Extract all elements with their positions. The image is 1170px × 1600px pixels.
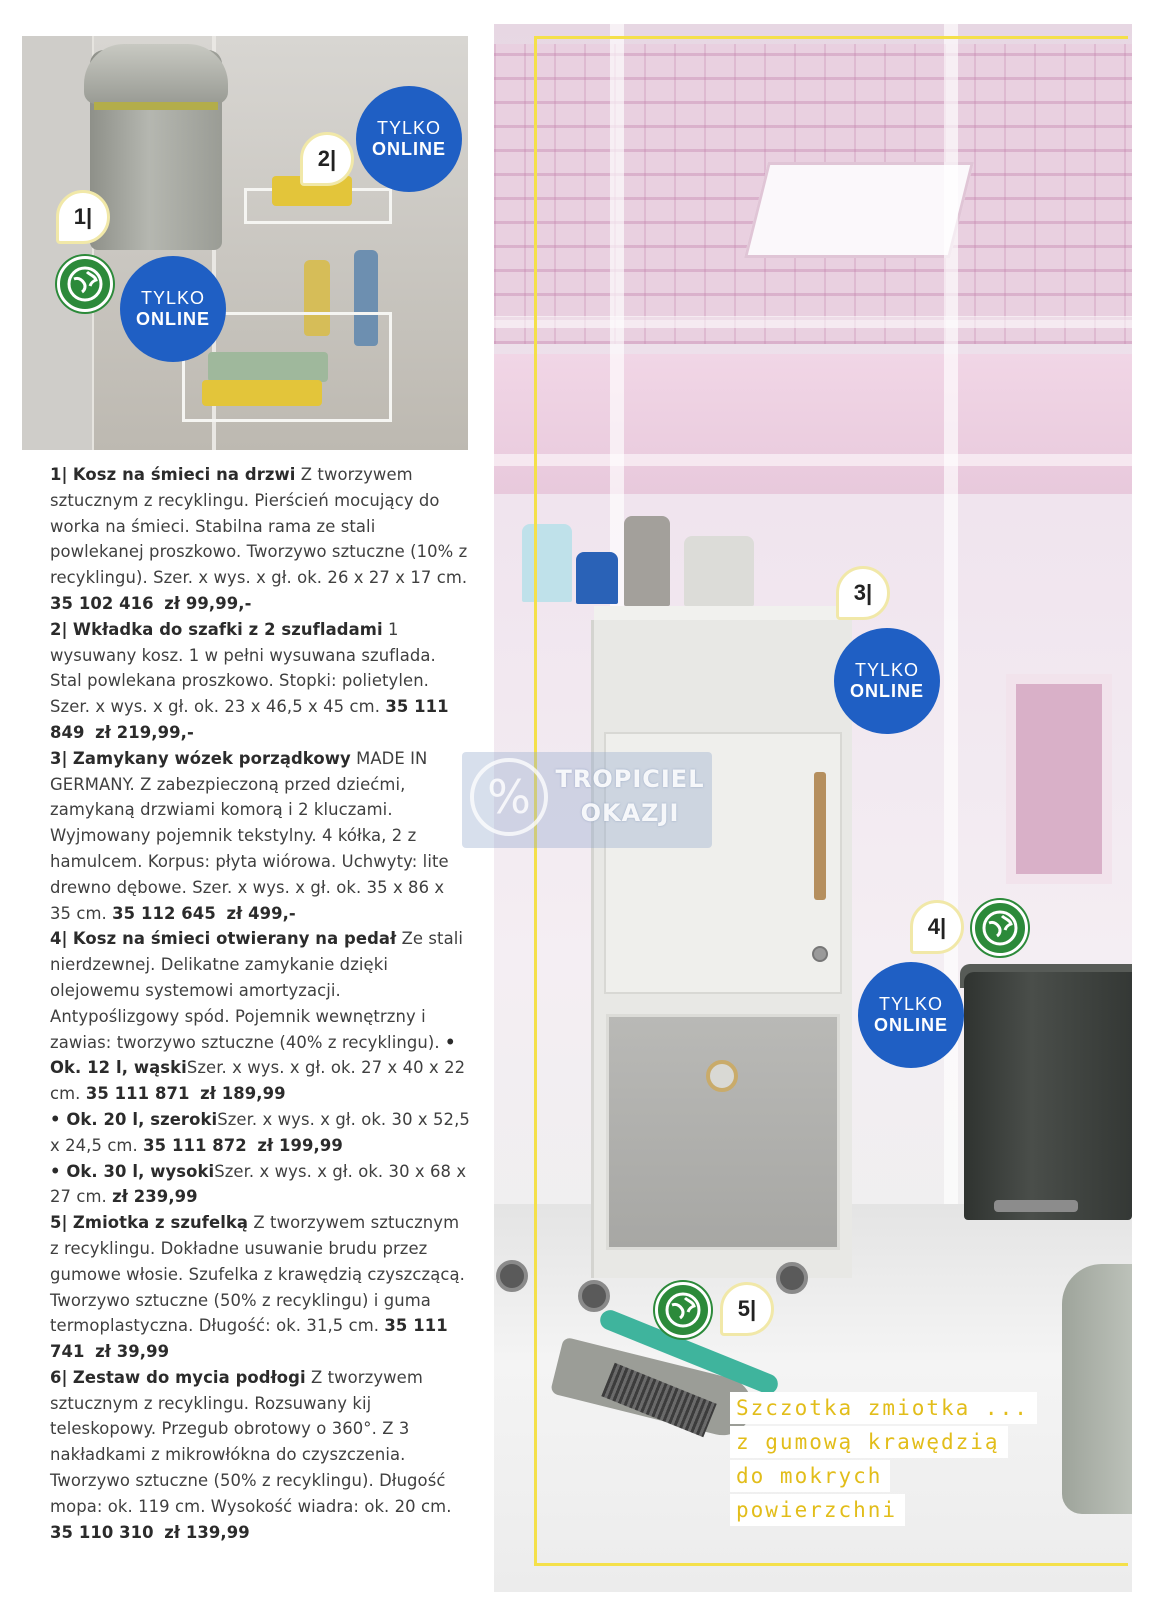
product-2-number: 2| xyxy=(50,619,68,639)
product-3-number: 3| xyxy=(50,748,68,768)
wheel xyxy=(496,1260,528,1292)
globe-leaf-icon xyxy=(972,900,1028,956)
product-4-variant-2-label: • Ok. 20 l, szeroki xyxy=(50,1109,218,1129)
marker-2: 2| xyxy=(300,132,354,186)
product-4-desc: Ze stali nierdzewnej. Delikatne zamykanie dzięki olejowemu systemowi amortyzacji. Antypoślizgowy spód. Pojemnik wewnętrzny i zawias: tworzywo sztuczne (40% z recyklingu). xyxy=(50,929,464,1052)
product-6 xyxy=(50,1365,470,1546)
caption-line-3: do mokrych xyxy=(730,1460,890,1492)
product-5-code: 35 111 741 xyxy=(50,1316,448,1362)
product-6-code: 35 110 310 xyxy=(50,1522,154,1542)
online-only-badge xyxy=(834,628,940,734)
online-badge-line2: ONLINE xyxy=(849,681,924,701)
product-3-name: Zamykany wózek porządkowy xyxy=(72,748,351,768)
online-only-badge xyxy=(858,962,964,1068)
product-4-variant-3-label: • Ok. 30 l, wysoki xyxy=(50,1161,215,1181)
product-3 xyxy=(50,746,470,927)
product-5-price: zł 39,99 xyxy=(95,1342,170,1362)
product-2-name: Wkładka do szafki z 2 szufladami xyxy=(72,619,383,639)
door-bin-lid xyxy=(84,44,228,104)
product-3-desc: MADE IN GERMANY. Z zabezpieczoną przed dziećmi, zamykaną drzwiami komorą i 2 kluczami. Wyjmowany pojemnik tekstylny. 4 kółka, 2 z hamulcem. Korpus: płyta wiórowa. Uchwyty: lite drewno dębowe. Szer. x wys. x gł. ok. 35 x 86 x 35 cm. xyxy=(50,748,449,923)
product-4 xyxy=(50,926,470,1210)
online-badge-line1: TYLKO xyxy=(854,660,920,680)
marker-5: 5| xyxy=(720,1282,774,1336)
product-4-variant-1-label: • Ok. 12 l, wąski xyxy=(50,1032,456,1078)
product-4-name: Kosz na śmieci otwierany na pedał xyxy=(72,929,397,949)
product-4-variant-2-code: 35 111 872 xyxy=(143,1135,247,1155)
online-badge-line2: ONLINE xyxy=(873,1015,948,1035)
product-descriptions xyxy=(50,462,470,1545)
product-6-number: 6| xyxy=(50,1367,68,1387)
product-6-name: Zestaw do mycia podłogi xyxy=(72,1367,306,1387)
online-badge-line1: TYLKO xyxy=(376,118,442,138)
product-3-code: 35 112 645 xyxy=(112,903,216,923)
cloth xyxy=(202,380,322,406)
watermark-text xyxy=(550,762,710,830)
marker-1: 1| xyxy=(56,190,110,244)
caption-line-1: Szczotka zmiotka ... xyxy=(730,1392,1037,1424)
product-4-variant-3-desc: Szer. x wys. x gł. ok. 30 x 68 x 27 cm. xyxy=(50,1161,467,1207)
product-4-number: 4| xyxy=(50,929,68,949)
globe-leaf-icon xyxy=(655,1282,711,1338)
product-2-desc: 1 wysuwany kosz. 1 w pełni wysuwana szuflada. Stal powlekana proszkowo. Stopki: polietylen. Szer. x wys. x gł. ok. 23 x 46,5 x 45 cm. xyxy=(50,619,436,717)
product-5-number: 5| xyxy=(50,1213,68,1233)
product-2-price: zł 219,99,- xyxy=(95,722,194,742)
caption-line-2: z gumową krawędzią xyxy=(730,1426,1008,1458)
percent-icon: % xyxy=(470,758,548,836)
product-5-name: Zmiotka z szufelką xyxy=(72,1213,249,1233)
caption-line-4: powierzchni xyxy=(730,1494,905,1526)
cloth xyxy=(208,352,328,382)
product-2-code: 35 111 849 xyxy=(50,697,449,742)
product-1-price: zł 99,99,- xyxy=(164,593,252,613)
online-only-badge xyxy=(120,256,226,362)
online-only-badge xyxy=(356,86,462,192)
online-badge-line2: ONLINE xyxy=(135,309,210,329)
product-1-name: Kosz na śmieci na drzwi xyxy=(72,465,296,484)
product-6-price: zł 139,99 xyxy=(164,1522,250,1542)
product-1-desc: Z tworzywem sztucznym z recyklingu. Pierścień mocujący do worka na śmieci. Stabilna rama ze stali powlekanej proszkowo. Tworzywo sztuczne (10% z recyklingu). Szer. x wys. x gł. ok. 26 x 27 x 17 cm. xyxy=(50,465,468,588)
door-bin-ring xyxy=(94,102,218,110)
product-4-variant-2-price: zł 199,99 xyxy=(257,1135,343,1155)
product-2 xyxy=(50,617,470,746)
product-4-variant-1-price: zł 189,99 xyxy=(200,1084,286,1104)
product-3-price: zł 499,- xyxy=(226,903,296,923)
globe-leaf-icon xyxy=(57,256,113,312)
marker-3: 3| xyxy=(836,566,890,620)
online-badge-line1: TYLKO xyxy=(140,288,206,308)
product-4-variant-3-price: zł 239,99 xyxy=(112,1187,198,1207)
product-6-desc: Z tworzywem sztucznym z recyklingu. Rozsuwany kij teleskopowy. Przegub obrotowy o 360°. Z 3 nakładkami z mikrowłókna do czyszczenia. Tworzywo sztuczne (50% z recyklingu). Długość mopa: ok. 119 cm. Wysokość wiadra: ok. 20 cm. xyxy=(50,1367,452,1516)
watermark-line2: OKAZJI xyxy=(580,799,680,827)
product-1-number: 1| xyxy=(50,465,68,484)
online-badge-line1: TYLKO xyxy=(878,994,944,1014)
product-1-code: 35 102 416 xyxy=(50,593,154,613)
watermark xyxy=(462,752,712,848)
product-5-desc: Z tworzywem sztucznym z recyklingu. Dokładne usuwanie brudu przez gumowe włosie. Szufelka z krawędzią czyszczącą. Tworzywo sztuczne (50% z recyklingu) i guma termoplastyczna. Długość: ok. 31,5 cm. xyxy=(50,1213,465,1336)
product-5 xyxy=(50,1210,470,1365)
product-4-variant-2-desc: Szer. x wys. x gł. ok. 30 x 52,5 x 24,5 cm. xyxy=(50,1109,470,1155)
marker-4: 4| xyxy=(910,900,964,954)
watermark-line1: TROPICIEL xyxy=(555,765,705,793)
product-4-variant-1-desc: Szer. x wys. x gł. ok. 27 x 40 x 22 cm. xyxy=(50,1058,466,1104)
online-badge-line2: ONLINE xyxy=(371,139,446,159)
product-1 xyxy=(50,462,470,617)
product-4-variant-1-code: 35 111 871 xyxy=(85,1084,190,1104)
